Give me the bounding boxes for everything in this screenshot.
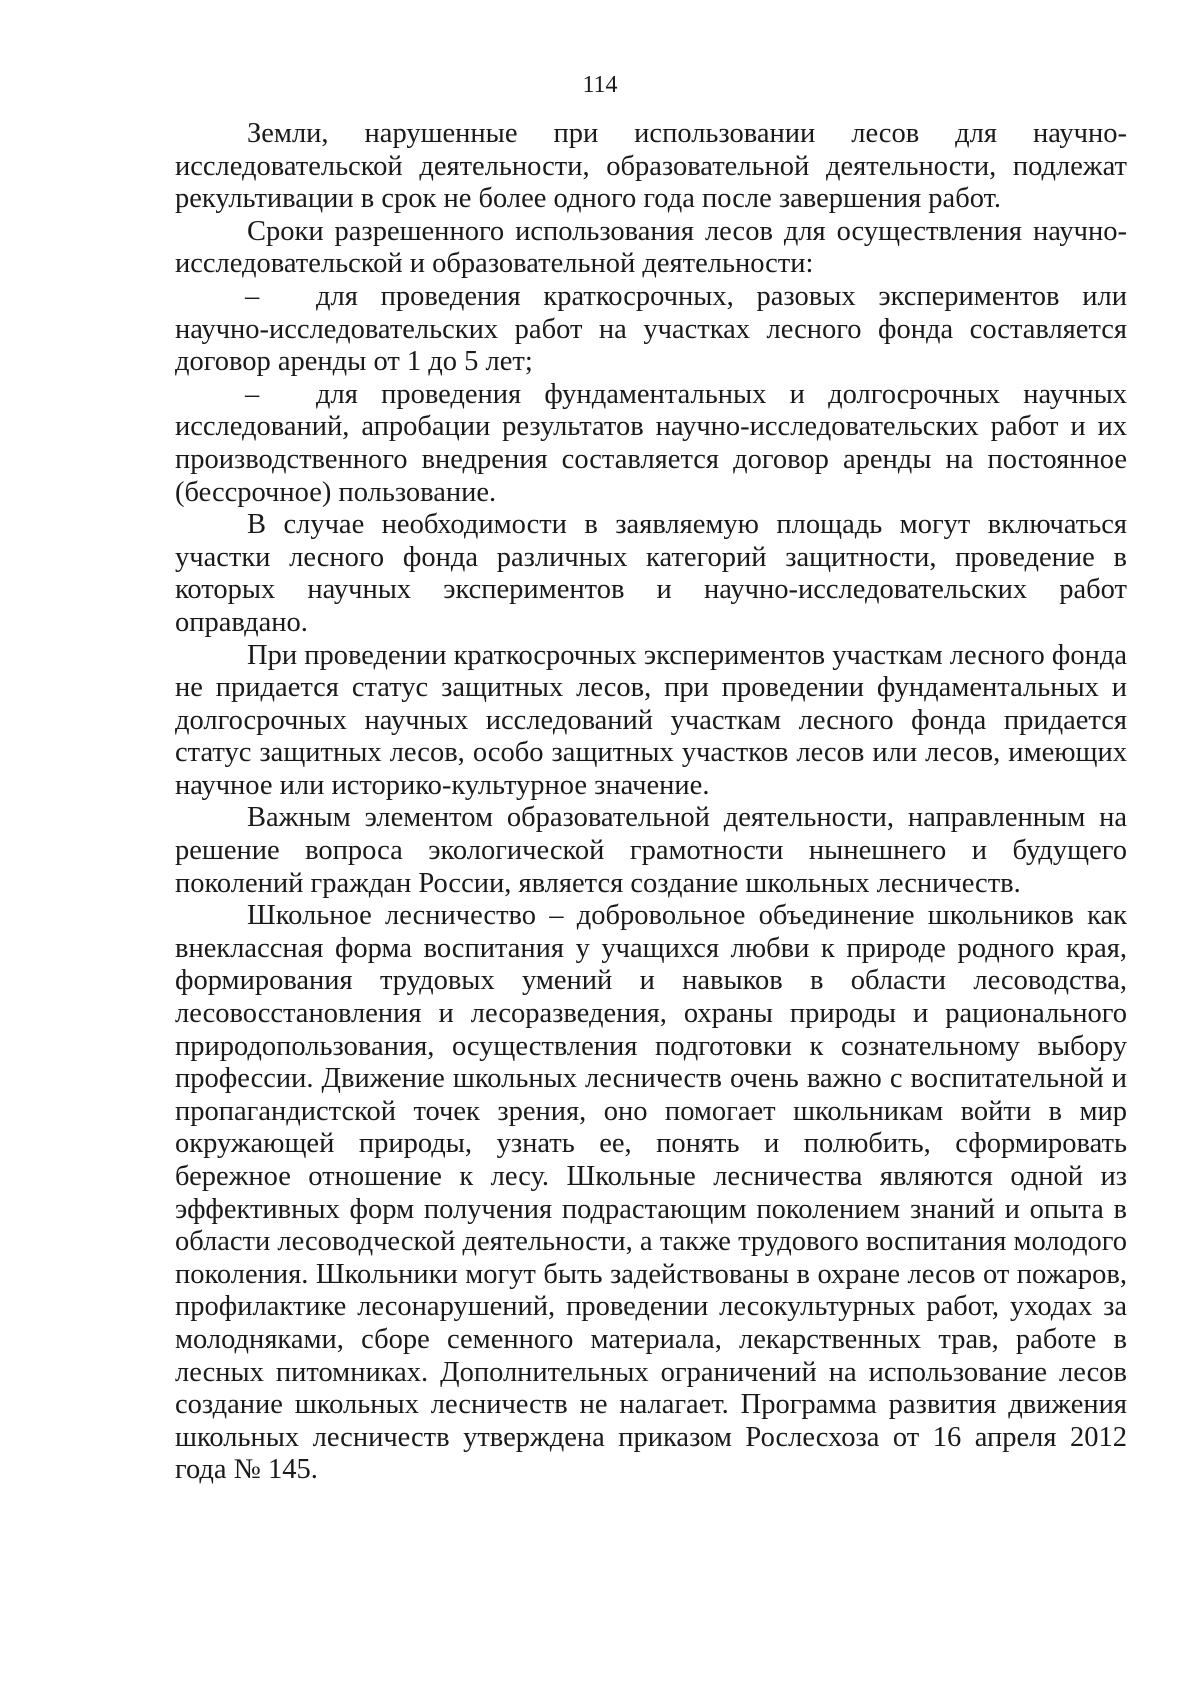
paragraph-6: При проведении краткосрочных экспериментов участкам лесного фонда не придается статус защитных лесов, при проведении фундаментальных и долгосрочных научных исследований участкам лесного фонда придается статус защитных лесов, особо защитных участков лесов или лесов, имеющих научное или историко-культурное значение. (175, 639, 1127, 801)
paragraph-5: В случае необходимости в заявляемую площадь могут включаться участки лесного фонда различных категорий защитности, проведение в которых научных экспериментов и научно-исследовательских работ оправдано. (175, 509, 1127, 638)
dash-list-item-1 (175, 281, 1127, 379)
paragraph-1: Земли, нарушенные при использовании лесов для научно-исследовательской деятельности, образовательной деятельности, подлежат рекультивации в срок не более одного года после завершения работ. (175, 118, 1127, 215)
paragraph-2: Сроки разрешенного использования лесов для осуществления научно-исследовательской и образовательной деятельности: (175, 215, 1127, 280)
page-number: 114 (582, 72, 618, 98)
dash-list-item-text: для проведения фундаментальных и долгосрочных научных исследований, апробации результатов научно-исследовательских работ и их производственного внедрения составляется договор аренды на постоянное (бессрочное) пользование. (175, 378, 1127, 508)
paragraph-8: Школьное лесничество – добровольное объединение школьников как внеклассная форма воспитания у учащихся любви к природе родного края, формирования трудовых умений и навыков в области лесоводства, лесовосстановления и лесоразведения, охраны природы и рационального природопользования, осуществления подготовки к сознательному выбору профессии. Движение школьных лесничеств очень важно с воспитательной и пропагандистской точек зрения, оно помогает школьникам войти в мир окружающей природы, узнать ее, понять и полюбить, сформировать бережное отношение к лесу. Школьные лесничества являются одной из эффективных форм получения подрастающим поколением знаний и опыта в области лесоводческой деятельности, а также трудового воспитания молодого поколения. Школьники могут быть задействованы в охране лесов от пожаров, профилактике лесонарушений, проведении лесокультурных работ, уходах за молодняками, сборе семенного материала, лекарственных трав, работе в лесных питомниках. Дополнительных ограничений на использование лесов создание школьных лесничеств не налагает. Программа развития движения школьных лесничеств утверждена приказом Рослесхоза от 16 апреля 2012 года № 145. (175, 900, 1127, 1486)
dash-list-item-text: для проведения краткосрочных, разовых экспериментов или научно-исследовательских работ на участках лесного фонда составляется договор аренды от 1 до 5 лет; (175, 280, 1127, 378)
dash-list-item-2 (175, 379, 1127, 509)
paragraph-7: Важным элементом образовательной деятельности, направленным на решение вопроса экологической грамотности нынешнего и будущего поколений граждан России, является создание школьных лесничеств. (175, 802, 1127, 899)
document-body (175, 118, 1127, 1487)
dash-marker: – (245, 378, 260, 410)
dash-marker: – (245, 280, 260, 312)
